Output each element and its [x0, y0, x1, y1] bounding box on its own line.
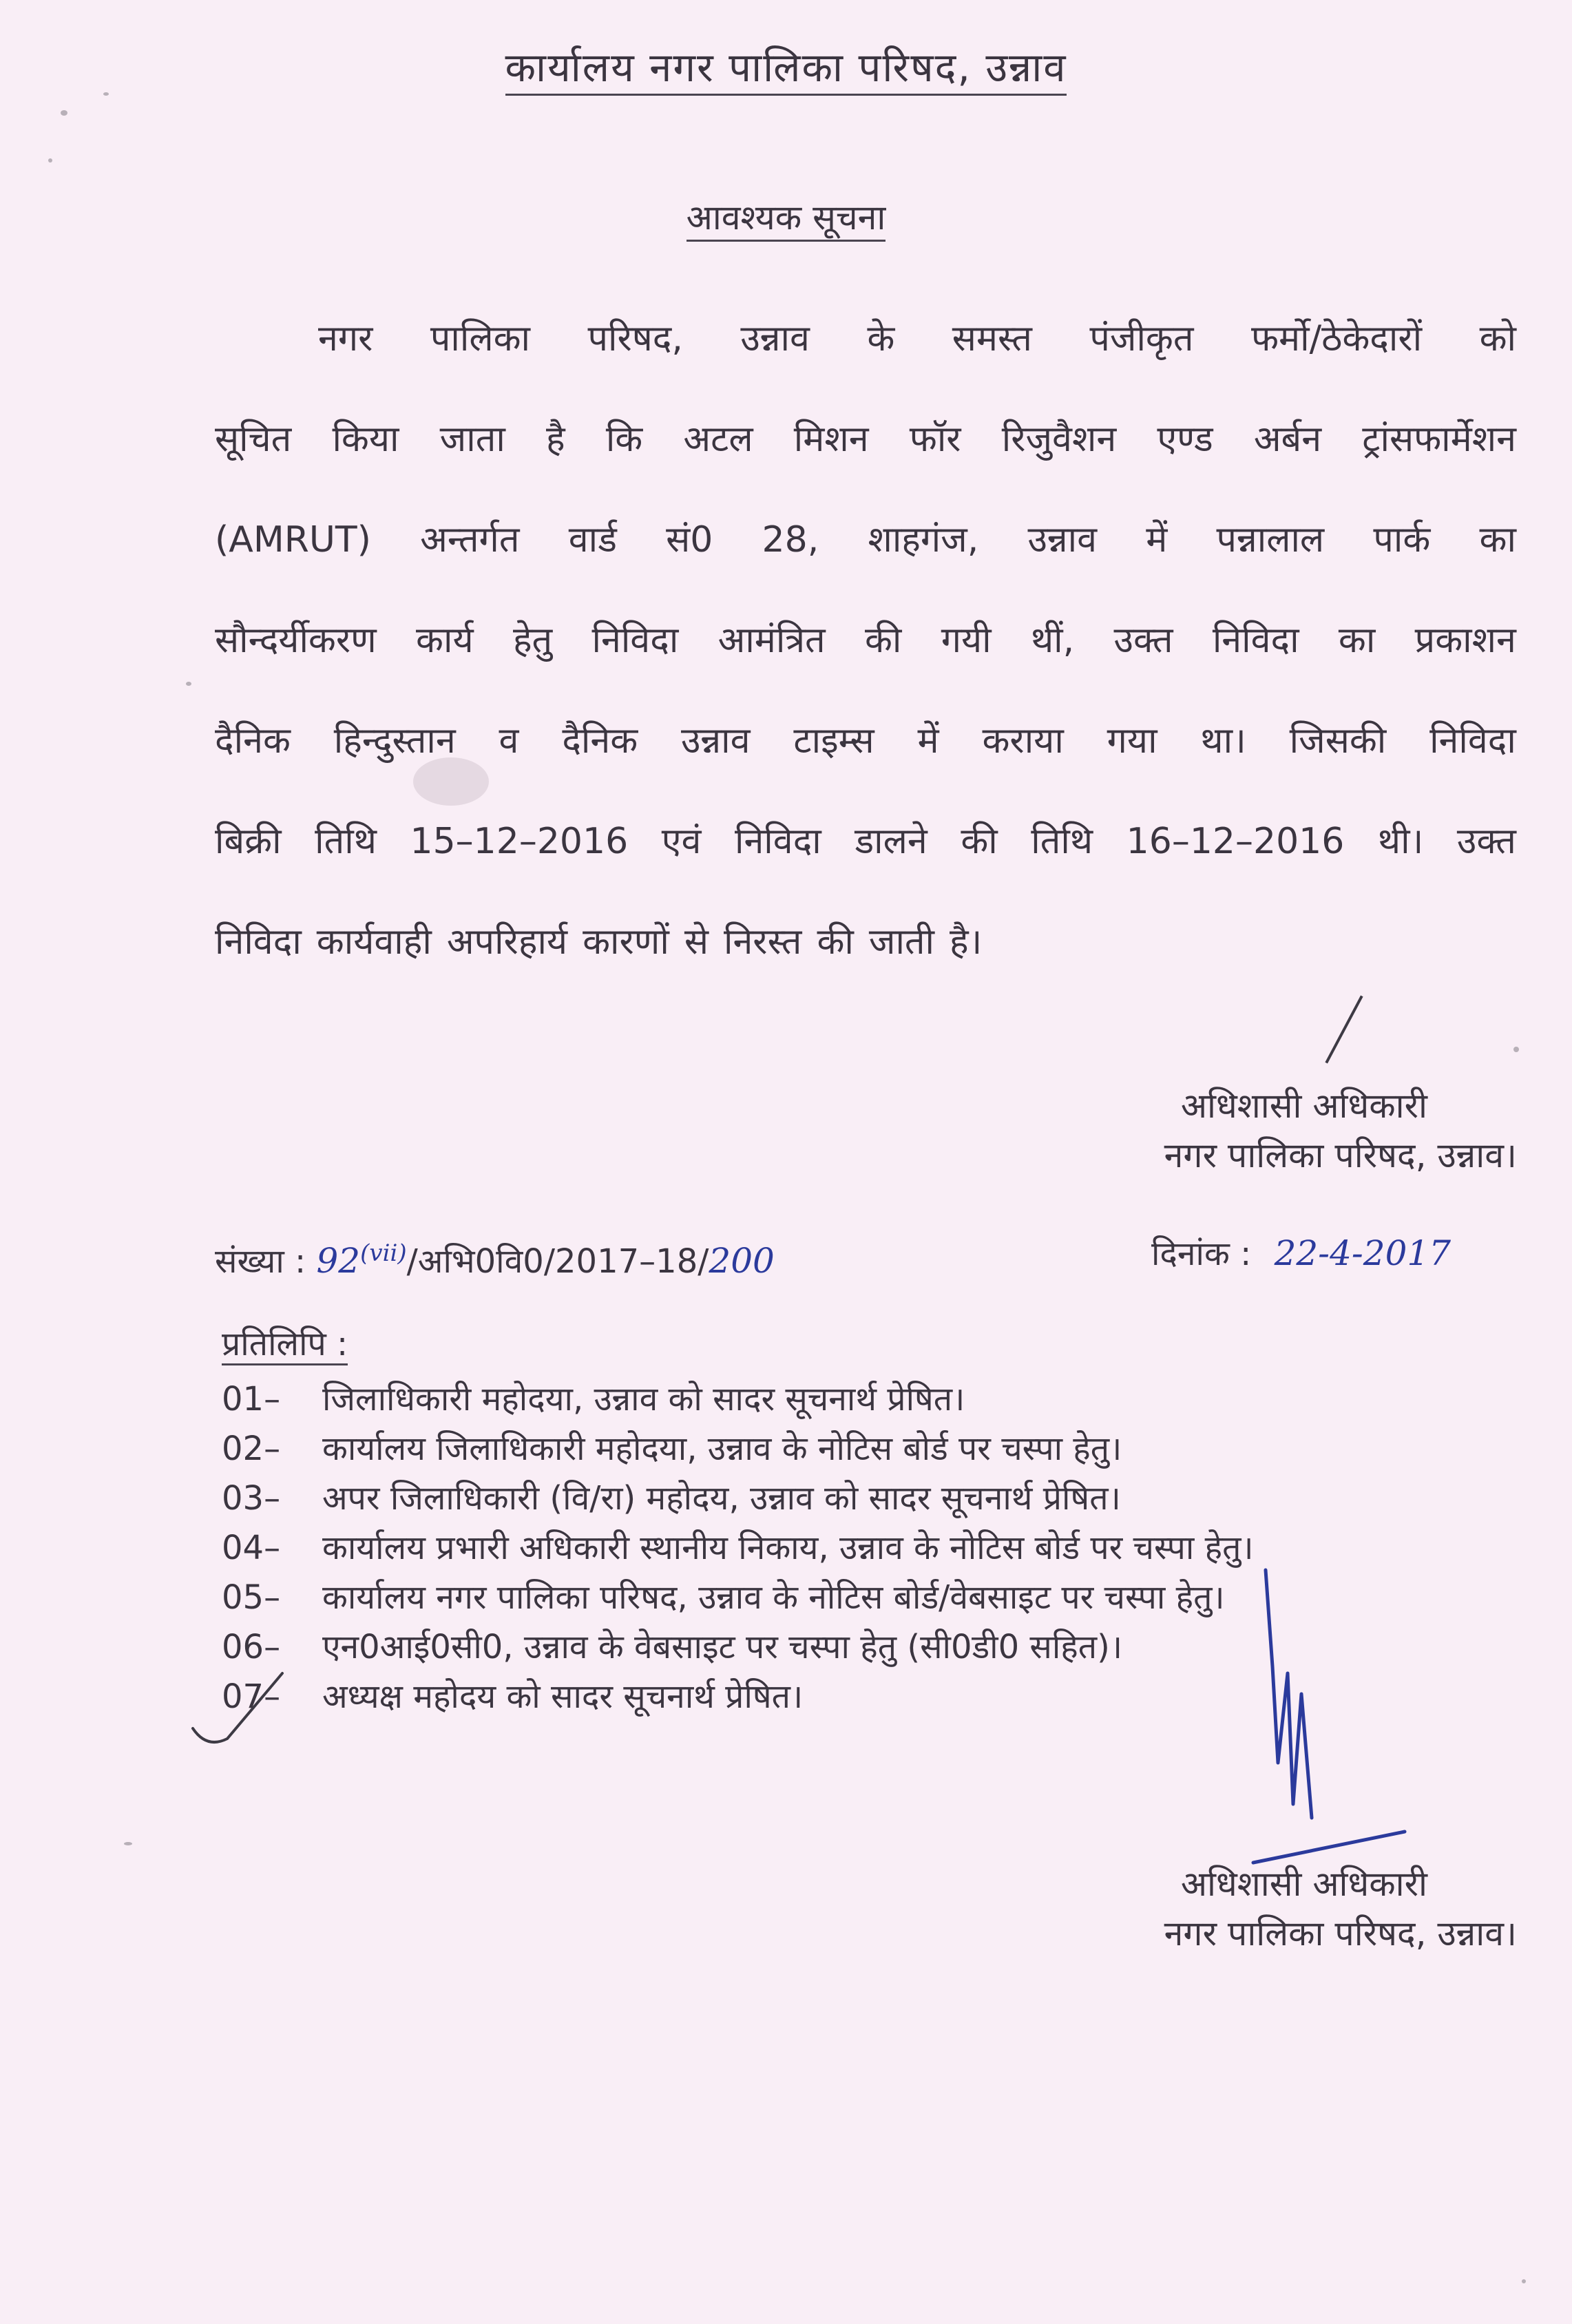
body-word: नगर: [318, 318, 373, 359]
body-word: एण्ड: [1157, 419, 1213, 460]
body-word: एवं: [661, 821, 702, 862]
body-word: उक्त: [1456, 821, 1516, 862]
body-word: दैनिक: [562, 720, 638, 762]
pen-underline-stroke: [1253, 1832, 1405, 1863]
body-word: हेतु: [512, 620, 553, 661]
copy-item-text: कार्यालय जिलाधिकारी महोदया, उन्नाव के नोटिस बोर्ड पर चस्पा हेतु।: [322, 1430, 1122, 1468]
body-word: व: [499, 720, 519, 762]
handwritten-superscript: (vii): [360, 1239, 407, 1267]
body-word: है।: [950, 921, 983, 963]
body-word: उक्त: [1113, 620, 1173, 661]
body-word: का: [1479, 519, 1516, 561]
body-word: 16–12–2016: [1126, 821, 1345, 862]
body-word: कार्य: [416, 620, 474, 661]
body-word: परिषद,: [587, 318, 683, 359]
body-word: जिसकी: [1289, 720, 1387, 762]
body-word: में: [1146, 519, 1168, 561]
body-word: टाइम्स: [793, 720, 874, 762]
body-word: निविदा: [734, 821, 821, 862]
copy-list-item: [222, 1523, 1523, 1573]
copy-list-item: [222, 1374, 1523, 1424]
body-word: सं0: [666, 519, 713, 561]
body-word: तिथि: [315, 821, 377, 862]
signature-block-bottom: [1164, 1859, 1517, 1958]
copy-heading: [222, 1323, 348, 1365]
copy-heading-text: प्रतिलिपि :: [222, 1325, 348, 1365]
scan-speck: [186, 682, 191, 686]
body-word: पालिका: [430, 318, 530, 359]
date-label: दिनांक :: [1151, 1235, 1252, 1273]
scan-speck: [61, 110, 67, 116]
body-word: कि: [605, 419, 643, 460]
body-word: अन्तर्गत: [420, 519, 520, 561]
body-line: [215, 512, 1516, 613]
body-word: जाती: [868, 921, 935, 963]
body-word: पंजीकृत: [1089, 318, 1194, 359]
office-title-text: कार्यालय नगर पालिका परिषद, उन्नाव: [505, 44, 1067, 96]
copy-item-number: 02–: [222, 1430, 281, 1468]
copy-item-text: जिलाधिकारी महोदया, उन्नाव को सादर सूचनार्थ प्रेषित।: [322, 1380, 965, 1419]
reference-number: [215, 1226, 775, 1289]
body-word: से: [684, 921, 709, 963]
body-word: अर्बन: [1253, 419, 1322, 460]
body-word: अटल: [683, 419, 753, 460]
body-word: कारणों: [583, 921, 669, 963]
copy-item-number: 07–: [222, 1677, 281, 1716]
body-word: हिन्दुस्तान: [333, 720, 456, 762]
signature-block-top: [1164, 1081, 1517, 1180]
body-word: में: [917, 720, 939, 762]
copy-list-item: [222, 1424, 1523, 1474]
body-word: फॉर: [909, 419, 961, 460]
signatory-designation: अधिशासी अधिकारी: [1180, 1086, 1427, 1126]
body-word: थी।: [1377, 821, 1424, 862]
body-line: [215, 613, 1516, 713]
body-word: पन्नालाल: [1216, 519, 1325, 561]
body-word: आमंत्रित: [717, 620, 826, 661]
body-word: सूचित: [215, 419, 292, 460]
body-line: [215, 412, 1516, 512]
body-word: उन्नाव: [740, 318, 810, 359]
body-word: मिशन: [793, 419, 869, 460]
copy-item-number: 06–: [222, 1628, 281, 1666]
scan-speck: [48, 158, 52, 163]
body-word: अपरिहार्य: [446, 921, 568, 963]
scan-speck: [1522, 2279, 1526, 2283]
body-word: उन्नाव: [681, 720, 751, 762]
body-word: निविदा: [215, 921, 302, 963]
copy-item-text: कार्यालय नगर पालिका परिषद, उन्नाव के नोटिस बोर्ड/वेबसाइट पर चस्पा हेतु।: [322, 1578, 1225, 1617]
body-word: गया: [1107, 720, 1157, 762]
copy-list-item: [222, 1672, 1523, 1721]
body-word: निविदा: [1212, 620, 1299, 661]
body-word: 28,: [762, 519, 819, 561]
body-word: की: [817, 921, 854, 963]
body-word: जाता: [439, 419, 505, 460]
reference-label: संख्या :: [215, 1242, 306, 1281]
body-word: समस्त: [952, 318, 1032, 359]
body-word: निविदा: [591, 620, 679, 661]
body-word: सौन्दर्यीकरण: [215, 620, 377, 661]
copy-item-number: 04–: [222, 1529, 281, 1567]
handwritten-date: 22-4-2017: [1274, 1233, 1452, 1273]
body-word: फर्मो/ठेकेदारों: [1250, 318, 1423, 359]
body-word: था।: [1200, 720, 1246, 762]
copy-item-text: अध्यक्ष महोदय को सादर सूचनार्थ प्रेषित।: [322, 1677, 804, 1716]
body-word: थीं,: [1030, 620, 1075, 661]
office-title: [0, 39, 1572, 93]
body-line: [215, 914, 1516, 1015]
body-line: [215, 713, 1516, 814]
copy-list: [222, 1374, 1523, 1721]
scan-speck: [124, 1842, 132, 1845]
body-word: गयी: [941, 620, 992, 661]
body-word: कराया: [982, 720, 1064, 762]
body-word: की: [961, 821, 998, 862]
notice-heading: [0, 193, 1572, 240]
body-word: उन्नाव: [1027, 519, 1098, 561]
copy-item-text: कार्यालय प्रभारी अधिकारी स्थानीय निकाय, उन्नाव के नोटिस बोर्ड पर चस्पा हेतु।: [322, 1529, 1254, 1567]
body-word: प्रकाशन: [1414, 620, 1516, 661]
signatory-office: नगर पालिका परिषद, उन्नाव।: [1164, 1914, 1517, 1954]
copy-item-number: 01–: [222, 1380, 281, 1419]
body-word: निविदा: [1429, 720, 1516, 762]
body-word: (AMRUT): [215, 519, 371, 561]
body-word: किया: [332, 419, 399, 460]
body-word: दैनिक: [215, 720, 291, 762]
body-word: है: [546, 419, 565, 460]
body-line: [215, 814, 1516, 914]
body-word: रिजुवैशन: [1001, 419, 1117, 460]
notice-heading-text: आवश्यक सूचना: [687, 198, 886, 242]
body-word: डालने: [855, 821, 928, 862]
signatory-designation: अधिशासी अधिकारी: [1180, 1864, 1427, 1904]
body-word: शाहगंज,: [868, 519, 979, 561]
body-word: को: [1479, 318, 1516, 359]
body-word: ट्रांसफार्मेशन: [1362, 419, 1516, 460]
copy-list-item: [222, 1573, 1523, 1622]
handwritten-serial: 200: [709, 1241, 775, 1281]
copy-list-item: [222, 1622, 1523, 1672]
copy-item-number: 05–: [222, 1578, 281, 1617]
reference-printed: /अभि0वि0/2017–18/: [406, 1242, 709, 1281]
copy-item-text: अपर जिलाधिकारी (वि/रा) महोदय, उन्नाव को सादर सूचनार्थ प्रेषित।: [322, 1479, 1121, 1518]
body-word: तिथि: [1031, 821, 1093, 862]
body-word: निरस्त: [723, 921, 802, 963]
scan-speck: [1513, 1047, 1519, 1052]
body-word: का: [1338, 620, 1376, 661]
handwritten-number: 92: [316, 1241, 361, 1281]
body-word: बिक्री: [215, 821, 282, 862]
body-word: की: [865, 620, 902, 661]
body-word: के: [867, 318, 895, 359]
body-word: वार्ड: [568, 519, 617, 561]
copy-list-item: [222, 1474, 1523, 1523]
body-word: पार्क: [1373, 519, 1431, 561]
body-word: कार्यवाही: [316, 921, 432, 963]
body-word: 15–12–2016: [410, 821, 629, 862]
reference-date: [1151, 1226, 1451, 1281]
copy-item-number: 03–: [222, 1479, 281, 1518]
notice-body: [215, 311, 1516, 1015]
copy-item-text: एन0आई0सी0, उन्नाव के वेबसाइट पर चस्पा हेतु (सी0डी0 सहित)।: [322, 1628, 1123, 1666]
signatory-office: नगर पालिका परिषद, उन्नाव।: [1164, 1135, 1517, 1175]
body-line: [215, 311, 1516, 412]
